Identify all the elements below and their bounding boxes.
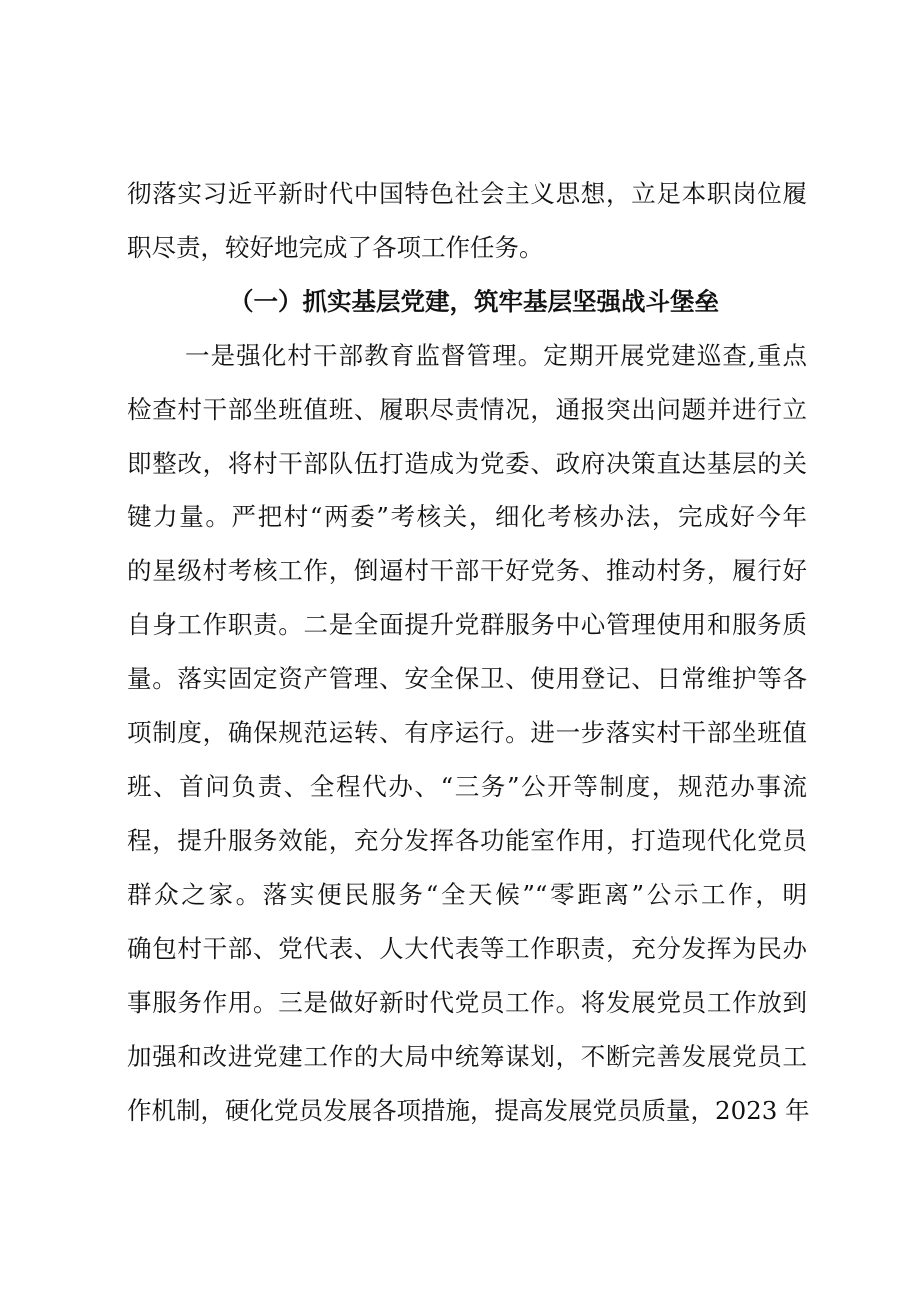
paragraph-line: 程，提升服务效能，充分发挥各功能室作用，打造现代化党员: [127, 826, 807, 855]
paragraph-line: 一是强化村干部教育监督管理。定期开展党建巡查,重点: [185, 341, 807, 370]
paragraph-line: 职尽责，较好地完成了各项工作任务。: [127, 233, 544, 262]
paragraph-line: 加强和改进党建工作的大局中统筹谋划，不断完善发展党员工: [127, 1042, 807, 1071]
paragraph-line: 确包村干部、党代表、人大代表等工作职责，充分发挥为民办: [127, 934, 807, 963]
section-heading: （一）抓实基层党建，筑牢基层坚强战斗堡垒: [229, 287, 719, 316]
paragraph-line: 彻落实习近平新时代中国特色社会主义思想，立足本职岗位履: [127, 179, 807, 208]
paragraph-line: 项制度，确保规范运转、有序运行。进一步落实村干部坐班值: [127, 718, 807, 747]
paragraph-line: 自身工作职责。二是全面提升党群服务中心管理使用和服务质: [127, 610, 807, 639]
paragraph-line: 群众之家。落实便民服务“全天候”“零距离”公示工作，明: [127, 880, 807, 909]
paragraph-line: 键力量。严把村“两委”考核关，细化考核办法，完成好今年: [127, 502, 807, 531]
paragraph-line: 量。落实固定资产管理、安全保卫、使用登记、日常维护等各: [127, 664, 807, 693]
paragraph-line: 班、首问负责、全程代办、“三务”公开等制度，规范办事流: [127, 772, 807, 801]
paragraph-line: 即整改，将村干部队伍打造成为党委、政府决策直达基层的关: [127, 449, 807, 478]
paragraph-line: 事服务作用。三是做好新时代党员工作。将发展党员工作放到: [127, 988, 807, 1017]
paragraph-line: 作机制，硬化党员发展各项措施，提高发展党员质量，2023 年: [127, 1096, 810, 1125]
paragraph-line: 的星级村考核工作，倒逼村干部干好党务、推动村务，履行好: [127, 556, 807, 585]
paragraph-line: 检查村干部坐班值班、履职尽责情况，通报突出问题并进行立: [127, 395, 807, 424]
